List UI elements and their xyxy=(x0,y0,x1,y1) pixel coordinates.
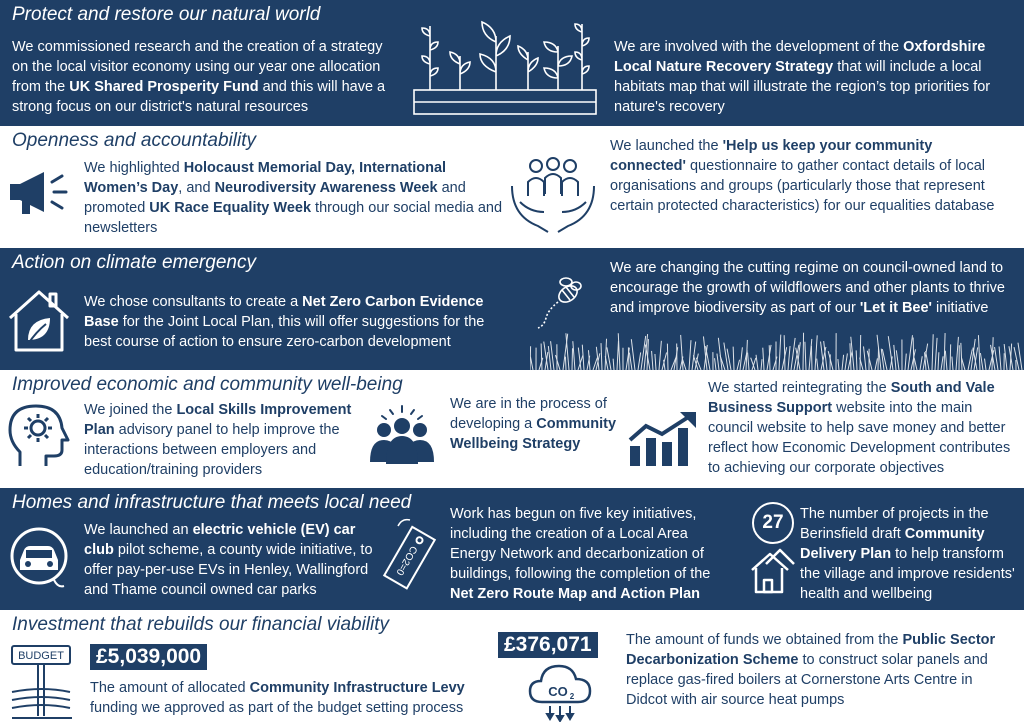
co2-tag-icon xyxy=(376,516,446,594)
section-investment xyxy=(0,610,1024,724)
homes-left-text: We launched an electric vehicle (EV) car club pilot scheme, a county wide initiative, to offer pay-per-use EVs in Henley, Wallingford and Thame council owned car parks xyxy=(84,522,373,598)
grass-icon xyxy=(530,330,1024,370)
section-title: Action on climate emergency xyxy=(12,252,256,273)
economic-middle-text: We are in the process of developing a Community Wellbeing Strategy xyxy=(450,396,617,452)
section-title: Protect and restore our natural world xyxy=(12,4,321,25)
projects-count: 27 xyxy=(752,502,794,544)
investment-right-text: The amount of funds we obtained from the Public Sector Decarbonization Scheme to construct solar panels and replace gas-fired boilers at Cornerstone Arts Centre in Didcot with air source heat pumps xyxy=(626,632,996,708)
section-homes xyxy=(0,488,1024,610)
tag-text: CO2=0 xyxy=(393,543,419,577)
climate-right-text: We are changing the cutting regime on council-owned land to encourage the growth of wildflowers and other plants to thrive and improve biodiversity as part of our 'Let it Bee' initiative xyxy=(610,260,1005,316)
plants-icon xyxy=(410,16,600,118)
nature-left-text: We commissioned research and the creation of a strategy on the local visitor economy using our year one allocation from the UK Shared Prosperity Fund and this will have a strong focus on our district's natural resources xyxy=(12,39,386,115)
economic-left-text: We joined the Local Skills Improvement Plan advisory panel to help improve the interactions between employers and education/training providers xyxy=(84,402,352,478)
climate-left-text: We chose consultants to create a Net Zero Carbon Evidence Base for the Joint Local Plan, this will offer suggestions for the best course of action to ensure zero-carbon development xyxy=(84,294,485,350)
homes-right-text: The number of projects in the Berinsfield draft Community Delivery Plan to help transform the village and improve residents' health and wellbeing xyxy=(800,506,1015,602)
cloud-sub: 2 xyxy=(569,692,575,701)
houses-icon xyxy=(750,546,796,596)
co2-cloud-icon xyxy=(528,662,594,722)
cloud-label: CO xyxy=(548,684,568,699)
cil-amount: £5,039,000 xyxy=(90,644,207,670)
head-gear-icon xyxy=(8,404,70,470)
openness-right-text: We launched the 'Help us keep your community connected' questionnaire to gather contact details of local organisations and groups (particularly those that represent certain protected characteristics) for our equalities database xyxy=(610,138,995,214)
economic-right-text: We started reintegrating the South and Vale Business Support website into the main council website to help save money and better reflect how Economic Development contributes to achieving our corporate objectives xyxy=(708,380,1011,476)
investment-left-text: The amount of allocated Community Infrastructure Levy funding we approved as part of the budget setting process xyxy=(90,680,465,716)
psds-amount: £376,071 xyxy=(498,632,598,658)
section-economic xyxy=(0,370,1024,488)
homes-middle-text: Work has begun on five key initiatives, including the creation of a Local Area Energy Network and decarbonization of buildings, following the completion of the Net Zero Route Map and Action Plan xyxy=(450,506,711,602)
nature-right-text: We are involved with the development of the Oxfordshire Local Nature Recovery Strategy that will include a local habitats map that will illustrate the region’s top priorities for nature's recovery xyxy=(614,39,991,115)
section-title: Improved economic and community well-being xyxy=(12,374,403,395)
budget-label: BUDGET xyxy=(18,650,64,662)
growth-chart-icon xyxy=(626,410,698,468)
community-hands-icon xyxy=(508,156,598,236)
section-title: Openness and accountability xyxy=(12,130,256,151)
openness-left-text: We highlighted Holocaust Memorial Day, International Women’s Day, and Neurodiversity Awareness Week and promoted UK Race Equality Week through our social media and newsletters xyxy=(84,160,503,236)
section-nature xyxy=(0,0,1024,126)
megaphone-icon xyxy=(8,170,70,218)
section-openness xyxy=(0,126,1024,248)
group-icon xyxy=(364,404,440,468)
budget-sign-icon xyxy=(8,642,78,720)
bee-icon xyxy=(536,276,586,332)
ev-car-icon xyxy=(8,526,70,592)
section-title: Investment that rebuilds our financial viability xyxy=(12,614,390,635)
section-title: Homes and infrastructure that meets local need xyxy=(12,492,412,513)
section-climate xyxy=(0,248,1024,370)
eco-house-icon xyxy=(8,288,70,354)
